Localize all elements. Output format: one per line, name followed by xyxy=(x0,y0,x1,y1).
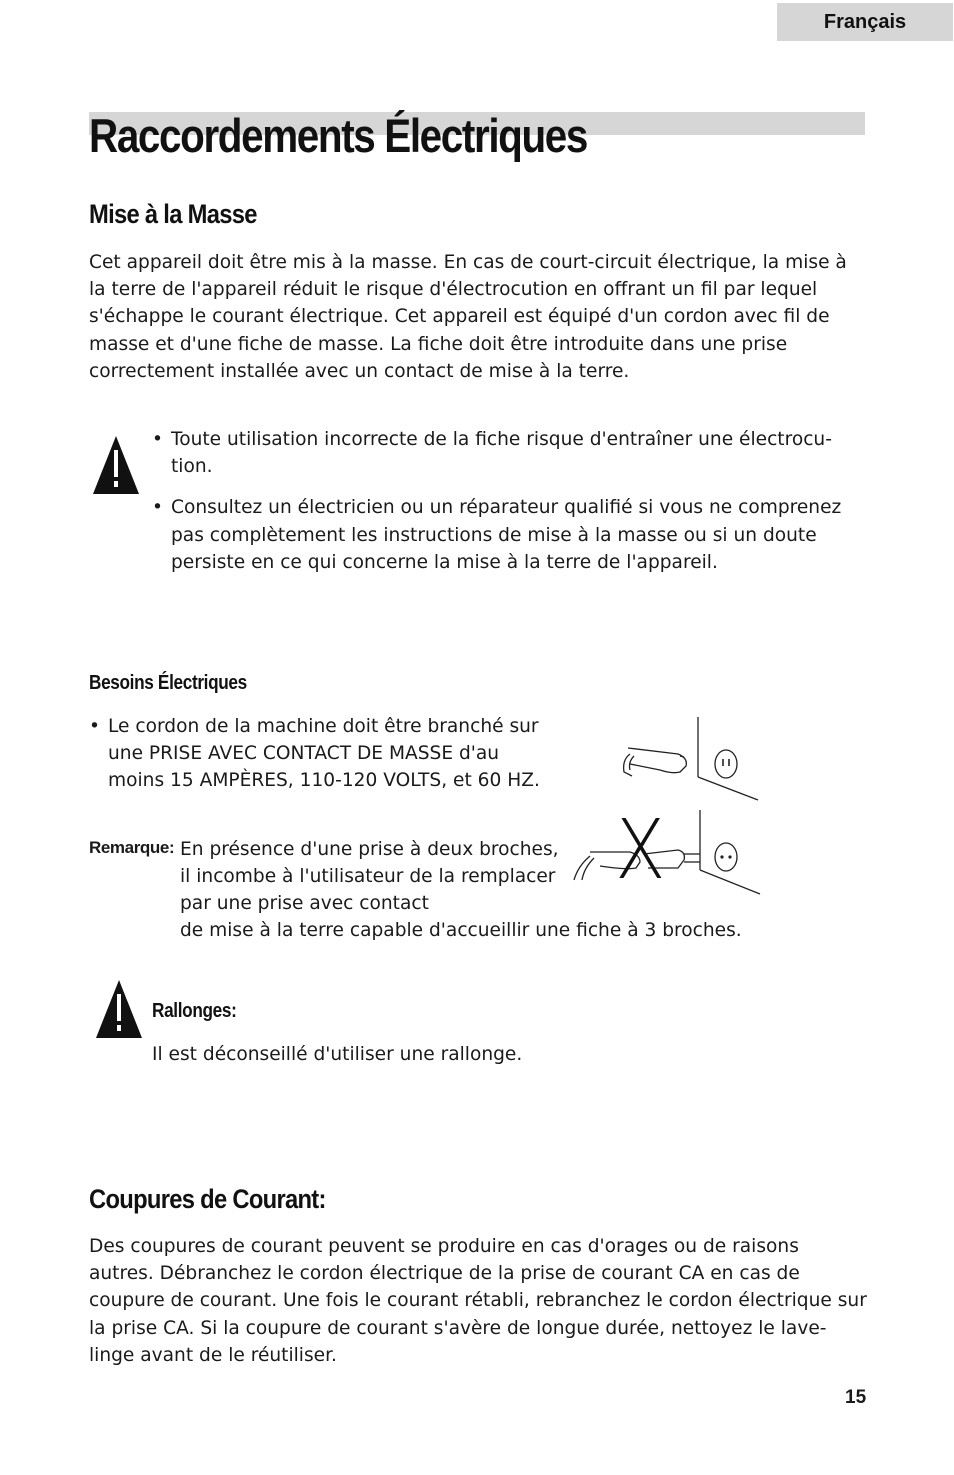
extension-heading: Rallonges: xyxy=(152,1000,237,1022)
language-tab: Français xyxy=(777,3,953,41)
warning-bullet xyxy=(152,426,860,480)
outages-paragraph: Des coupures de courant peuvent se produire en cas d'orages ou de raisons autres. Débranchez le cordon électrique de la prise de courant CA en cas de coupure de courant. Une fois le courant rétabli, rebranchez le cordon électrique sur la prise CA. Si la coupure de courant s'avère de longue durée, nettoyez le lave-linge avant de le réutiliser. xyxy=(89,1236,867,1366)
grounded-plug-drawing xyxy=(624,717,758,800)
warning-icon xyxy=(93,436,139,494)
warning-bullet-text: Consultez un électricien ou un réparateur qualifié si vous ne comprenez pas complètement les instructions de mise à la masse ou si un doute persiste en ce qui concerne la mise à la terre de l'appareil. xyxy=(171,497,842,573)
prohibited-cross-mark: X xyxy=(615,803,666,898)
section-heading-outages: Coupures de Courant: xyxy=(89,1184,326,1214)
ungrounded-plug-drawing xyxy=(574,803,760,898)
page-number: 15 xyxy=(845,1387,867,1408)
bullet-dot: • xyxy=(152,429,163,450)
grounding-paragraph: Cet appareil doit être mis à la masse. En cas de court-circuit électrique, la mise à la terre de l'appareil réduit le risque d'électrocution en offrant un fil par lequel s'échappe le courant électrique. Cet appareil est équipé d'un cordon avec fil de masse et d'une fiche de masse. La fiche doit être introduite dans une prise correctement installée avec un contact de mise à la terre. xyxy=(89,252,847,382)
extension-text: Il est déconseillé d'utiliser une rallonge. xyxy=(152,1044,523,1065)
bullet-dot: • xyxy=(89,716,100,737)
warning-bullet xyxy=(152,494,860,576)
warning-bullet-text: Toute utilisation incorrecte de la fiche risque d'entraîner une électrocu- tion. xyxy=(171,429,832,478)
requirements-bullet xyxy=(89,713,559,795)
section-heading-grounding: Mise à la Masse xyxy=(89,199,257,229)
warning-icon xyxy=(96,980,142,1038)
warning-list xyxy=(152,426,860,576)
remark-text: En présence d'une prise à deux broches, il incombe à l'utilisateur de la remplacer par une prise avec contact xyxy=(180,839,559,915)
section-heading-requirements: Besoins Électriques xyxy=(89,672,247,694)
remark-label: Remarque: xyxy=(89,838,175,857)
page-title: Raccordements Électriques xyxy=(89,109,588,162)
requirements-bullet-text: Le cordon de la machine doit être branché sur une PRISE AVEC CONTACT DE MASSE d'au moins 15 AMPÈRES, 110-120 VOLTS, et 60 HZ. xyxy=(108,716,540,792)
bullet-dot: • xyxy=(152,497,163,519)
remark-text-continuation: de mise à la terre capable d'accueillir une fiche à 3 broches. xyxy=(180,920,742,941)
